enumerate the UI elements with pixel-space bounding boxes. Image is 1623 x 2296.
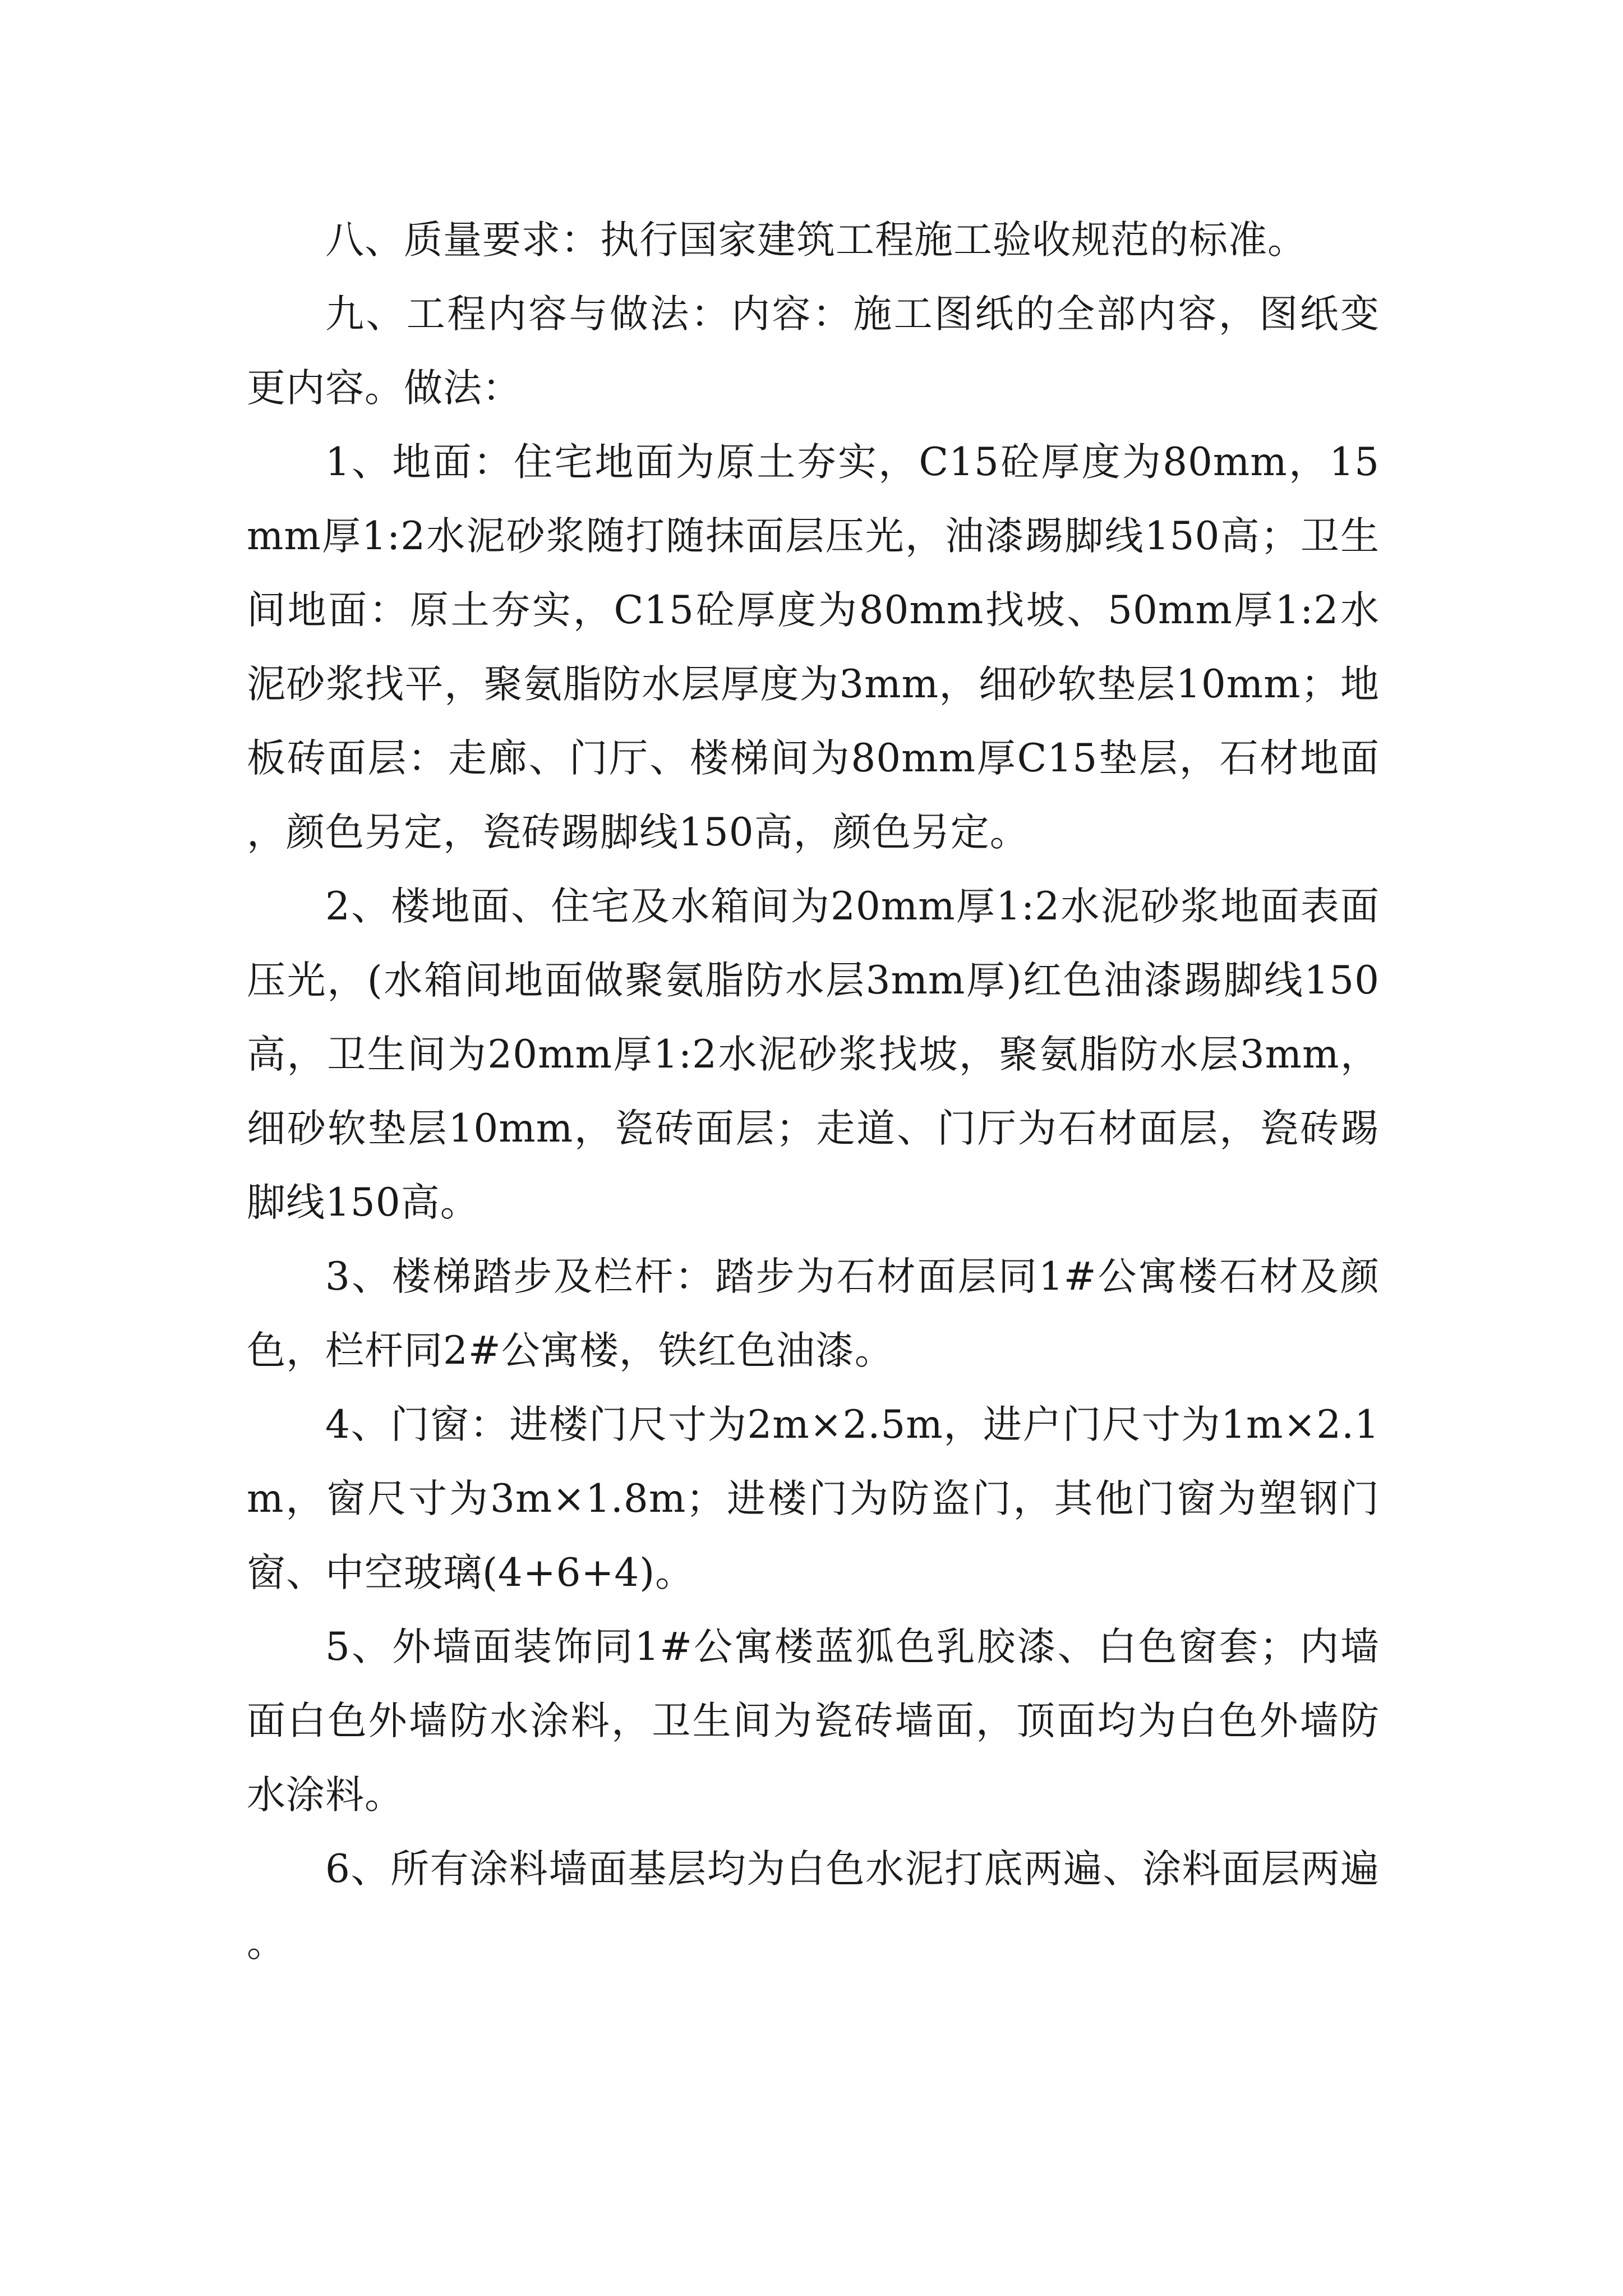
paragraph-doors-windows: 4、门窗：进楼门尺寸为2m×2.5m，进户门尺寸为1m×2.1m，窗尺寸为3m×1.8m；进楼门为防盗门，其他门窗为塑钢门窗、中空玻璃(4+6+4)。 xyxy=(247,1402,1380,1595)
paragraph-floor: 1、地面：住宅地面为原土夯实，C15砼厚度为80mm，15mm厚1:2水泥砂浆随打随抹面层压光，油漆踢脚线150高；卫生间地面：原土夯实，C15砼厚度为80mm找坡、50mm厚1:2水泥砂浆找平，聚氨脂防水层厚度为3mm，细砂软垫层10mm；地板砖面层：走廊、门厅、楼梯间为80mm厚C15垫层，石材地面，颜色另定，瓷砖踢脚线150高，颜色另定。 xyxy=(247,440,1380,855)
paragraph-coating-base: 6、所有涂料墙面基层均为白色水泥打底两遍、涂料面层两遍。 xyxy=(247,1847,1380,1966)
paragraph-upper-floor: 2、楼地面、住宅及水箱间为20mm厚1:2水泥砂浆地面表面压光，(水箱间地面做聚氨脂防水层3mm厚)红色油漆踢脚线150高，卫生间为20mm厚1:2水泥砂浆找坡，聚氨脂防水层3mm，细砂软垫层10mm，瓷砖面层；走道、门厅为石材面层，瓷砖踢脚线150高。 xyxy=(247,884,1380,1225)
document-body xyxy=(247,203,1380,1980)
paragraph-quality-requirements: 八、质量要求：执行国家建筑工程施工验收规范的标准。 xyxy=(325,218,1307,263)
paragraph-project-content: 九、工程内容与做法：内容：施工图纸的全部内容，图纸变更内容。做法： xyxy=(247,292,1380,411)
paragraph-stairs-railings: 3、楼梯踏步及栏杆：踏步为石材面层同1#公寓楼石材及颜色，栏杆同2#公寓楼，铁红色油漆。 xyxy=(247,1254,1380,1373)
paragraph-exterior-wall: 5、外墙面装饰同1#公寓楼蓝狐色乳胶漆、白色窗套；内墙面白色外墙防水涂料，卫生间为瓷砖墙面，顶面均为白色外墙防水涂料。 xyxy=(247,1625,1380,1818)
